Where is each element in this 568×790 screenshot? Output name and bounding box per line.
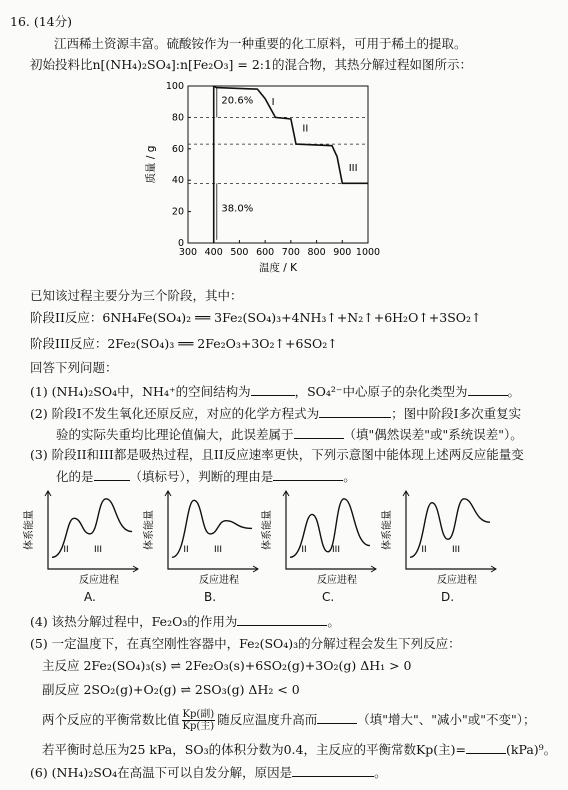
x-tick-label: 600 bbox=[256, 247, 275, 258]
q6-end: 。 bbox=[374, 765, 387, 780]
stage-2-label: II bbox=[183, 544, 189, 555]
y-tick-label: 80 bbox=[171, 112, 184, 124]
q1-line bbox=[30, 383, 520, 400]
annotation-stage-2: II bbox=[302, 123, 309, 135]
q5-main-reaction: 主反应 2Fe₂(SO₄)₃(s) ⇌ 2Fe₂O₃(s)+6SO₂(g)+3O₂(g) ΔH₁ > 0 bbox=[42, 658, 412, 673]
q3-text-c: （填标号），判断的理由是 bbox=[129, 469, 274, 484]
x-tick-label: 400 bbox=[204, 247, 223, 258]
q5-ratio-line bbox=[42, 708, 535, 732]
axes bbox=[168, 491, 258, 569]
x-tick-label: 800 bbox=[307, 247, 326, 258]
stage-3-label: III bbox=[332, 544, 340, 555]
energy-axis-label: 体系能量 bbox=[262, 510, 273, 550]
question-number: 16. (14分) bbox=[10, 14, 73, 29]
x-tick-label: 300 bbox=[178, 247, 198, 258]
axes bbox=[406, 491, 496, 569]
q5-blank-2[interactable] bbox=[466, 741, 506, 754]
q1-text-b: ，SO₄²⁻中心原子的杂化类型为 bbox=[294, 384, 468, 399]
energy-axis-label: 体系能量 bbox=[144, 510, 155, 550]
q4-line bbox=[30, 613, 340, 630]
q5-eq-end: (kPa)⁹。 bbox=[506, 742, 557, 757]
stage3-reaction: 阶段III反应：2Fe₂(SO₄)₃ ══ 2Fe₂O₃+3O₂↑+6SO₂↑ bbox=[30, 336, 338, 351]
x-tick-label: 500 bbox=[230, 247, 249, 258]
option-a-label: A. bbox=[84, 590, 96, 604]
q3-blank-1[interactable] bbox=[94, 468, 130, 481]
q5-eq-line bbox=[42, 741, 556, 758]
stage-3-label: III bbox=[214, 544, 222, 555]
q2-text-c: 验的实际失重均比理论值偏大，此误差属于 bbox=[56, 427, 294, 442]
q3-end: 。 bbox=[343, 469, 356, 484]
progress-axis-label: 反应进程 bbox=[317, 575, 357, 585]
energy-diagram-a bbox=[22, 491, 138, 585]
q2-text-b: ；图中阶段I多次重复实 bbox=[391, 406, 522, 421]
q6-text: (6) (NH₄)₂SO₄在高温下可以自发分解，原因是 bbox=[30, 765, 293, 780]
stage-2-label: II bbox=[63, 544, 69, 555]
q5-blank-1[interactable] bbox=[317, 711, 357, 724]
energy-diagram-d bbox=[380, 491, 496, 585]
energy-axis-label: 体系能量 bbox=[24, 510, 35, 550]
energy-diagram-options bbox=[20, 485, 540, 585]
stage-3-label: III bbox=[94, 544, 102, 555]
kp-numerator: Kp(副) bbox=[182, 709, 215, 720]
annotation-20pct: 20.6% bbox=[221, 95, 254, 107]
known-lead: 已知该过程主要分为三个阶段，其中： bbox=[30, 288, 243, 303]
q3-text-b: 化的是 bbox=[56, 469, 94, 484]
axes bbox=[48, 491, 138, 569]
q2-blank-1[interactable] bbox=[319, 405, 391, 418]
q1-text: (1) (NH₄)₂SO₄中，NH₄⁺的空间结构为 bbox=[30, 384, 251, 399]
kp-ratio-fraction bbox=[182, 709, 216, 732]
energy-diagram-b bbox=[142, 491, 258, 585]
q1-end: 。 bbox=[507, 384, 521, 399]
kp-denominator: Kp(主) bbox=[182, 721, 215, 732]
x-axis-label: 温度 / K bbox=[258, 262, 298, 274]
q1-blank-2[interactable] bbox=[468, 383, 508, 396]
intro-line-2: 初始投料比n[(NH₄)₂SO₄]:n[Fe₂O₃] = 2:1的混合物，其热分解过程如图所示： bbox=[30, 57, 472, 72]
stage-3-label: III bbox=[452, 544, 460, 555]
option-d-label: D. bbox=[441, 590, 455, 604]
q6-blank[interactable] bbox=[292, 764, 374, 777]
q6-line bbox=[30, 764, 387, 781]
q4-text: (4) 该热分解过程中，Fe₂O₃的作用为 bbox=[30, 614, 238, 629]
stage2-reaction: 阶段II反应：6NH₄Fe(SO₄)₂ ══ 3Fe₂(SO₄)₃+4NH₃↑+N₂↑+6H₂O↑+3SO₂↑ bbox=[30, 310, 482, 325]
progress-axis-label: 反应进程 bbox=[79, 575, 119, 585]
q2-line-1 bbox=[30, 405, 521, 422]
annotation-stage-3: III bbox=[348, 162, 358, 174]
y-tick-label: 0 bbox=[177, 238, 184, 249]
q2-blank-2[interactable] bbox=[294, 426, 344, 439]
energy-axis-label: 体系能量 bbox=[382, 510, 393, 550]
q5-ratio-lead: 两个反应的平衡常数比值 bbox=[42, 712, 180, 727]
option-c-label: C. bbox=[322, 590, 335, 604]
option-b-label: B. bbox=[204, 590, 217, 604]
q2-text: (2) 阶段I不发生氧化还原反应，对应的化学方程式为 bbox=[30, 406, 320, 421]
x-tick-label: 700 bbox=[281, 247, 300, 258]
axes bbox=[286, 491, 376, 569]
q3-blank-2[interactable] bbox=[273, 468, 343, 481]
x-tick-label: 1000 bbox=[355, 247, 381, 258]
y-tick-label: 20 bbox=[171, 206, 184, 218]
progress-axis-label: 反应进程 bbox=[199, 575, 239, 585]
q4-end: 。 bbox=[327, 614, 340, 629]
q5-eq-text: 若平衡时总压为25 kPa，SO₃的体积分数为0.4，主反应的平衡常数Kp(主)= bbox=[42, 742, 467, 757]
stage-2-label: II bbox=[301, 544, 307, 555]
x-tick-label: 900 bbox=[333, 247, 352, 258]
tga-chart bbox=[140, 80, 385, 285]
q3-line-1: (3) 阶段II和III都是吸热过程，且II反应速率更快，下列示意图中能体现上述两反应能量变 bbox=[30, 447, 524, 462]
q2-line-2 bbox=[56, 426, 523, 443]
annotation-stage-1: I bbox=[271, 96, 275, 108]
intro-line-1: 江西稀土资源丰富。硫酸铵作为一种重要的化工原料，可用于稀土的提取。 bbox=[54, 36, 467, 51]
q2-text-d: （填"偶然误差"或"系统误差"）。 bbox=[343, 427, 523, 442]
answer-lead: 回答下列问题： bbox=[30, 360, 118, 375]
progress-axis-label: 反应进程 bbox=[437, 575, 477, 585]
q4-blank[interactable] bbox=[237, 613, 327, 626]
y-tick-label: 60 bbox=[171, 143, 184, 155]
y-tick-label: 100 bbox=[165, 81, 184, 92]
y-axis-label: 质量 / g bbox=[145, 145, 157, 184]
q5-ratio-fill: （填"增大"、"减小"或"不变"）； bbox=[357, 712, 536, 727]
y-tick-label: 40 bbox=[171, 175, 184, 187]
q5-ratio-tail: 随反应温度升高而 bbox=[217, 712, 318, 727]
q5-side-reaction: 副反应 2SO₂(g)+O₂(g) ⇌ 2SO₃(g) ΔH₂ < 0 bbox=[42, 682, 300, 697]
plot-frame bbox=[188, 86, 368, 243]
annotation-38pct: 38.0% bbox=[221, 203, 254, 215]
stage-2-label: II bbox=[421, 544, 427, 555]
q1-blank-1[interactable] bbox=[251, 383, 295, 396]
q3-line-2 bbox=[56, 468, 356, 485]
q5-line-1: (5) 一定温度下，在真空刚性容器中，Fe₂(SO₄)₃的分解过程会发生下列反应： bbox=[30, 636, 461, 651]
energy-diagram-c bbox=[260, 491, 376, 585]
